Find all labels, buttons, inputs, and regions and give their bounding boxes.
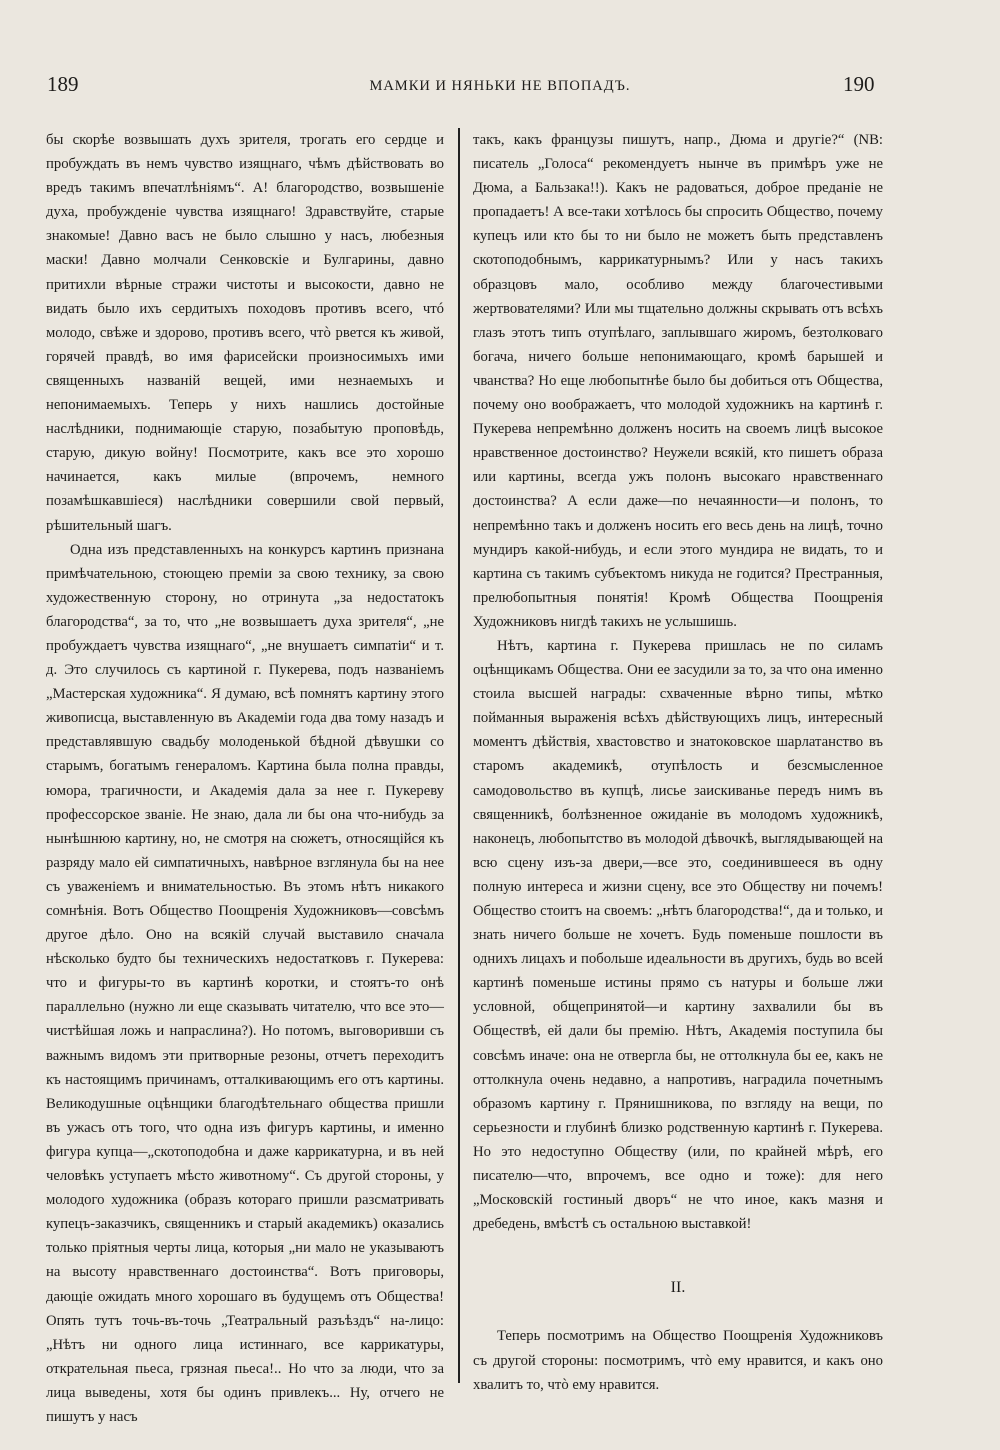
page-number-right: 190 xyxy=(843,72,875,96)
page-number-left: 189 xyxy=(47,72,79,96)
right-paragraph-1: такъ, какъ французы пишутъ, напр., Дюма и другіе?“ (NB: писатель „Голоса“ рекомендуетъ нынче въ примѣръ уже не Дюма, а Бальзака!!). Какъ не радоваться, доброе преданіе не пропадаетъ! А все-таки хотѣлось бы спросить Общество, почему купецъ или кто бы то ни было не можетъ быть представленъ скотоподобнымъ, каррикатурнымъ? Или у насъ такихъ образцовъ мало, особливо между благочестивыми жертвователями? Или мы тщательно должны скрывать отъ всѣхъ глазъ этотъ типъ отупѣлаго, заплывшаго жиромъ, безтолковаго богача, ничего больше непонимающаго, кромѣ барышей и чванства? Но еще любопытнѣе было бы добиться отъ Общества, почему оно воображаетъ, что молодой художникъ на картинѣ г. Пукерева непремѣнно долженъ носить на своемъ лицѣ высокое нравственное достоинство? Неужели всякій, кто пишетъ образа или картины, всегда ужъ полонъ высокаго нравственнаго достоинства? А если даже—по нечаянности—и полонъ, то непремѣнно такъ и долженъ носить его весь день на лицѣ, точно мундиръ какой-нибудь, и если этого мундира не видать, то и картина съ такимъ субъектомъ никуда не годится? Престранныя, прелюбопытныя понятія! Кромѣ Общества Поощренія Художниковъ нигдѣ такихъ не услышишь. xyxy=(473,132,883,630)
right-column xyxy=(473,128,883,1397)
running-title: МАМКИ И НЯНЬКИ НЕ ВПОПАДЪ. xyxy=(369,78,631,94)
section-number: II. xyxy=(670,1279,686,1297)
right-paragraph-3: Теперь посмотримъ на Общество Поощренія Художниковъ съ другой стороны: посмотримъ, чтò ему нравится, и какъ оно хвалитъ то, чтò ему нравится. xyxy=(473,1328,883,1393)
page-header xyxy=(0,72,1000,112)
right-paragraph-2: Нѣтъ, картина г. Пукерева пришлась не по силамъ оцѣнщикамъ Общества. Они ее засудили за то, за что она именно стоила высшей награды: схваченные вѣрно типы, мѣтко пойманныя выраженія всѣхъ дѣйствующихъ лицъ, интересный моментъ дѣйствія, хвастовство и знатоковское шарлатанство въ старомъ академикѣ, отупѣлость и безсмысленное самодовольство въ купцѣ, лисье заискиванье передъ нимъ въ священникѣ, болѣзненное ожиданіе въ молодомъ художникѣ, наконецъ, любопытство въ молодой дѣвочкѣ, выглядывающей на всю сцену изъ-за двери,—все это, соединившееся въ одну полную интереса и жизни сцену, все это Обществу ни почемъ! Общество стоитъ на своемъ: „нѣтъ благородства!“, да и только, и знать ничего больше не хочетъ. Будь поменьше пошлости въ однихъ лицахъ и побольше идеальности въ другихъ, будь во всей картинѣ поменьше истины прямо съ натуры и больше лжи условной, общепринятой—и картину захвалили бы въ Обществѣ, ей дали бы премію. Нѣтъ, Академія поступила бы совсѣмъ иначе: она не отвергла бы, не оттолкнула бы ее, какъ не оттолкнула очень недавно, а напротивъ, наградила почетнымъ образомъ картину г. Прянишникова, по взгляду на вещи, по серьезности и глубинѣ близко родственную картинѣ г. Пукерева. Но это недоступно Обществу (или, по крайней мѣрѣ, его писателю—что, впрочемъ, все одно и тоже): для него „Московскій гостиный дворъ“ не что иное, какъ мазня и дребедень, вмѣстѣ съ остальною выставкой! xyxy=(473,637,883,1233)
left-paragraph-1: бы скорѣе возвышать духъ зрителя, трогать его сердце и пробуждать въ немъ чувство изящнаго, чѣмъ дѣйствовать во вредъ такимъ впечатлѣніямъ“. А! благородство, возвышеніе духа, пробужденіе чувства изящнаго! Здравствуйте, старые знакомые! Давно васъ не было слышно у насъ, любезныя маски! Давно молчали Сенковскіе и Булгарины, давно притихли вѣрные стражи чистоты и высокости, давно не видать было ихъ сердитыхъ походовъ противъ всего, чтó молодо, свѣже и здорово, противъ всего, чтò рвется къ живой, горячей правдѣ, во имя фарисейски произносимыхъ ими священныхъ названій вещей, ими незнаемыхъ и непонимаемыхъ. Теперь у нихъ нашлись достойные наслѣдники, поднимающіе старую, позабытую проповѣдь, старую, дикую войну! Посмотрите, какъ все это хорошо начинается, какъ милые (впрочемъ, немного позамѣшкавшіеся) наслѣдники совершили свой первый, рѣшительный шагъ. xyxy=(46,132,444,534)
left-column xyxy=(46,128,444,1429)
left-paragraph-2: Одна изъ представленныхъ на конкурсъ картинъ признана примѣчательною, стоющею преміи за свою технику, за свою художественную сторону, но отринута „за недостатокъ благородства“, за то, что „не возвышаетъ духа зрителя“, „не пробуждаетъ чувства изящнаго“, „не внушаетъ симпатіи“ и т. д. Это случилось съ картиной г. Пукерева, подъ названіемъ „Мастерская художника“. Я думаю, всѣ помнятъ картину этого живописца, выставленную въ Академіи года два тому назадъ и представлявшую свадьбу молоденькой бѣдной дѣвушки со старымъ, богатымъ генераломъ. Картина была полна правды, юмора, трагичности, и Академія дала за нее г. Пукереву профессорское званіе. Не знаю, дала ли бы она что-нибудь за нынѣшнюю картину, но, не смотря на сюжетъ, относящійся къ разряду мало ей симпатичныхъ, навѣрное взглянула бы на нее съ уваженіемъ и внимательностью. Въ этомъ нѣтъ никакого сомнѣнія. Вотъ Общество Поощренія Художниковъ—совсѣмъ другое дѣло. Оно на всякій случай выставило сначала нѣсколько будто бы техническихъ недостатковъ г. Пукерева: что и фигуры-то въ картинѣ коротки, и стоятъ-то онѣ параллельно (нужно ли еще сказывать читателю, что все это—чистѣйшая ложь и напраслина?). Но потомъ, выговоривши съ важнымъ видомъ эти притворные резоны, отчетъ переходитъ къ настоящимъ причинамъ, отталкивающимъ его отъ картины. Великодушные оцѣнщики благодѣтельнаго общества пришли въ ужасъ отъ того, что одна изъ фигуръ картины, и именно фигура купца—„скотоподобна и даже каррикатурна, и въ ней человѣкъ уступаетъ мѣсто животному“. Съ другой стороны, у молодого художника (образъ котораго пришли разсматривать купецъ-заказчикъ, священникъ и старый академикъ) оказались только пріятныя черты лица, которыя „ни мало не указываютъ на высоту нравственнаго достоинства“. Вотъ приговоры, дающіе ожидать много хорошаго въ будущемъ отъ Общества! Опять тутъ точь-въ-точь „Театральный разъѣздъ“ на-лицо: „Нѣтъ ни одного лица истиннаго, все каррикатуры, открательная пьеса, грязная пьеса!.. Но что за люди, что за лица выведены, хотя бы одинъ привлекъ... Ну, отчего не пишутъ у насъ xyxy=(46,541,444,1425)
column-divider xyxy=(458,128,460,1383)
